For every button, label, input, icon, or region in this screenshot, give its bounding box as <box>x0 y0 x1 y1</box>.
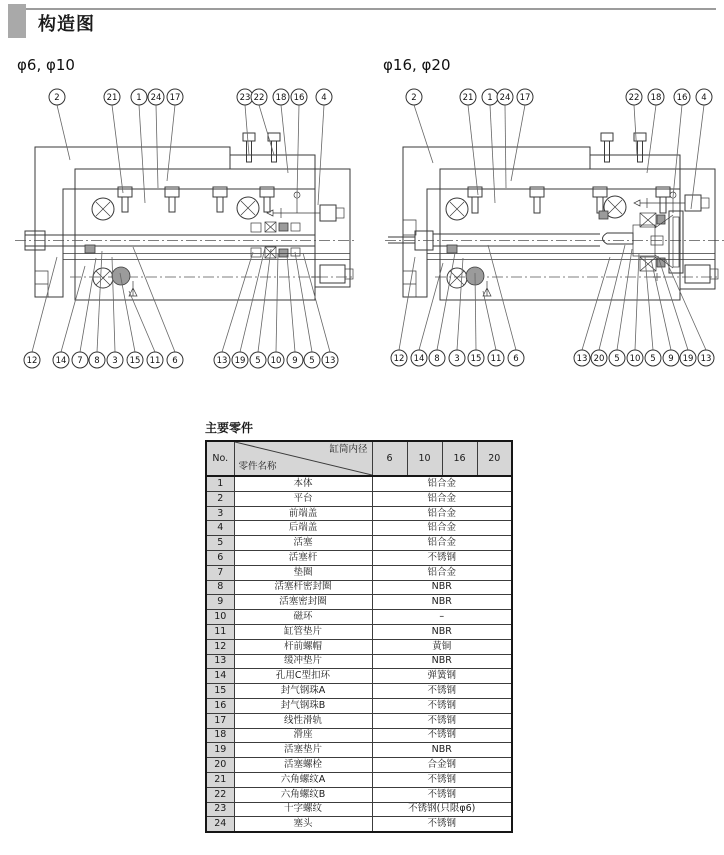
leader-line <box>259 105 274 155</box>
table-row <box>206 772 512 787</box>
part-name: 缸管垫片 <box>234 624 372 639</box>
hex-screw-icon <box>601 133 646 162</box>
callout-number: 19 <box>682 354 694 364</box>
leader-line <box>303 253 330 352</box>
header-bore-10: 10 <box>407 441 442 476</box>
part-name: 六角螺纹A <box>234 772 372 787</box>
diagram-title-phi16-phi20: φ16, φ20 <box>383 56 451 74</box>
part-no: 17 <box>206 713 234 728</box>
callout-number: 4 <box>321 93 327 103</box>
part-no: 9 <box>206 595 234 610</box>
part-name: 十字螺纹 <box>234 802 372 817</box>
callout-number: 13 <box>576 354 588 364</box>
callout-number: 9 <box>668 354 674 364</box>
header-bore-label: 缸筒内径 <box>329 444 368 455</box>
callout-number: 15 <box>470 354 482 364</box>
table-row <box>206 610 512 625</box>
part-no: 13 <box>206 654 234 669</box>
part-name: 孔用C型扣环 <box>234 669 372 684</box>
part-material: 不锈钢 <box>372 787 512 802</box>
leader-line <box>222 252 253 352</box>
part-no: 21 <box>206 772 234 787</box>
callout-number: 13 <box>324 356 336 366</box>
leader-line <box>281 105 288 173</box>
callout-number: 14 <box>55 356 67 366</box>
part-no: 16 <box>206 698 234 713</box>
part-no: 14 <box>206 669 234 684</box>
callout-number: 11 <box>490 354 502 364</box>
table-row <box>206 521 512 536</box>
part-no: 2 <box>206 491 234 506</box>
part-no: 12 <box>206 639 234 654</box>
part-material: 铝合金 <box>372 506 512 521</box>
leader-line <box>287 255 295 352</box>
part-no: 7 <box>206 565 234 580</box>
cylinder-body-art <box>15 133 355 300</box>
cushion-detail <box>447 245 491 296</box>
leader-line <box>647 105 656 173</box>
leader-line <box>651 259 671 350</box>
part-name: 前端盖 <box>234 506 372 521</box>
callout-number: 22 <box>253 93 265 103</box>
header-bore-20: 20 <box>477 441 512 476</box>
callout-number: 22 <box>628 93 640 103</box>
table-row <box>206 802 512 817</box>
table-row <box>206 624 512 639</box>
callout-number: 19 <box>234 356 246 366</box>
part-material: – <box>372 610 512 625</box>
cross-section-diagram-phi16-phi20 <box>385 85 724 380</box>
callout-number: 24 <box>499 93 511 103</box>
callout-number: 5 <box>650 354 656 364</box>
part-material: 合金钢 <box>372 758 512 773</box>
part-material: NBR <box>372 743 512 758</box>
callout-number: 6 <box>172 356 178 366</box>
part-material: 不锈钢(只限φ6) <box>372 802 512 817</box>
part-no: 10 <box>206 610 234 625</box>
table-row <box>206 476 512 491</box>
part-material: NBR <box>372 654 512 669</box>
callout-number: 6 <box>513 354 519 364</box>
hex-screw-icon <box>118 187 274 212</box>
diagram-title-phi6-phi10: φ6, φ10 <box>17 56 75 74</box>
callout-number: 1 <box>487 93 493 103</box>
part-material: 弹簧钢 <box>372 669 512 684</box>
cylinder-body-art <box>385 133 724 300</box>
part-material: 不锈钢 <box>372 772 512 787</box>
callout-number: 10 <box>270 356 282 366</box>
table-row <box>206 684 512 699</box>
callout-number: 8 <box>434 354 440 364</box>
leader-line <box>318 105 324 205</box>
part-name: 活塞螺栓 <box>234 758 372 773</box>
part-no: 24 <box>206 817 234 832</box>
leader-line <box>57 105 70 160</box>
part-name: 活塞 <box>234 536 372 551</box>
part-material: 不锈钢 <box>372 684 512 699</box>
callout-number: 21 <box>106 93 118 103</box>
table-row <box>206 743 512 758</box>
leader-line <box>505 105 506 188</box>
part-name: 后端盖 <box>234 521 372 536</box>
header-bore-16: 16 <box>442 441 477 476</box>
leader-line <box>276 253 278 352</box>
section-title: 构造图 <box>38 14 95 35</box>
part-no: 5 <box>206 536 234 551</box>
table-row <box>206 817 512 832</box>
header-no: No. <box>206 441 234 476</box>
header-part-name-label: 零件名称 <box>238 461 277 473</box>
leader-line <box>582 257 610 350</box>
part-name: 磁环 <box>234 610 372 625</box>
part-no: 23 <box>206 802 234 817</box>
callout-number: 3 <box>112 356 118 366</box>
piston-seals <box>251 222 300 258</box>
parts-table <box>205 440 513 833</box>
table-row <box>206 506 512 521</box>
callout-number: 11 <box>149 356 161 366</box>
callout-number: 5 <box>309 356 315 366</box>
leader-line <box>457 258 463 350</box>
part-material: 不锈钢 <box>372 817 512 832</box>
parts-table-body <box>206 476 512 832</box>
part-no: 18 <box>206 728 234 743</box>
cushion-detail <box>85 245 137 296</box>
part-no: 11 <box>206 624 234 639</box>
part-no: 6 <box>206 550 234 565</box>
table-row <box>206 698 512 713</box>
table-row <box>206 669 512 684</box>
part-no: 15 <box>206 684 234 699</box>
table-row <box>206 787 512 802</box>
part-no: 20 <box>206 758 234 773</box>
part-name: 封气钢珠A <box>234 684 372 699</box>
part-material: 铝合金 <box>372 521 512 536</box>
leader-line <box>490 105 495 203</box>
callout-number: 16 <box>676 93 688 103</box>
leader-line <box>414 105 433 163</box>
part-no: 3 <box>206 506 234 521</box>
part-material: 不锈钢 <box>372 728 512 743</box>
piston-assembly <box>599 211 683 273</box>
callout-number: 5 <box>255 356 261 366</box>
callout-number: 7 <box>77 356 83 366</box>
leader-line <box>468 105 478 195</box>
callout-layer <box>391 89 714 366</box>
callout-number: 4 <box>701 93 707 103</box>
part-no: 1 <box>206 476 234 491</box>
leader-line <box>673 105 682 197</box>
part-material: 铝合金 <box>372 536 512 551</box>
table-header-row <box>206 441 512 476</box>
leader-line <box>61 266 85 352</box>
part-no: 22 <box>206 787 234 802</box>
table-row <box>206 550 512 565</box>
callout-number: 15 <box>129 356 141 366</box>
part-material: NBR <box>372 624 512 639</box>
callout-number: 17 <box>519 93 531 103</box>
leader-line <box>80 258 96 352</box>
part-material: NBR <box>372 595 512 610</box>
callout-number: 18 <box>275 93 287 103</box>
part-material: 铝合金 <box>372 476 512 491</box>
callout-number: 17 <box>169 93 181 103</box>
leader-line <box>139 105 145 203</box>
cross-section-diagram-phi6-phi10 <box>15 85 360 380</box>
callout-number: 12 <box>393 354 405 364</box>
callout-number: 13 <box>216 356 228 366</box>
table-row <box>206 728 512 743</box>
part-name: 垫圈 <box>234 565 372 580</box>
callout-number: 5 <box>614 354 620 364</box>
header-diagonal-cell <box>234 441 372 476</box>
callout-number: 23 <box>239 93 251 103</box>
part-material: 不锈钢 <box>372 698 512 713</box>
part-name: 缓冲垫片 <box>234 654 372 669</box>
part-material: 黄铜 <box>372 639 512 654</box>
leader-line <box>297 105 299 197</box>
header-bore-6: 6 <box>372 441 407 476</box>
part-name: 封气钢珠B <box>234 698 372 713</box>
table-row <box>206 580 512 595</box>
callout-number: 14 <box>413 354 425 364</box>
part-name: 活塞杆密封圈 <box>234 580 372 595</box>
section-marker <box>8 4 26 38</box>
parts-table-title: 主要零件 <box>205 421 254 435</box>
part-no: 19 <box>206 743 234 758</box>
callout-number: 18 <box>650 93 662 103</box>
callout-number: 9 <box>292 356 298 366</box>
callout-number: 10 <box>629 354 641 364</box>
leader-line <box>599 245 625 350</box>
callout-number: 16 <box>293 93 305 103</box>
part-material: 不锈钢 <box>372 550 512 565</box>
part-name: 滑座 <box>234 728 372 743</box>
callout-number: 24 <box>150 93 162 103</box>
table-row <box>206 654 512 669</box>
table-row <box>206 595 512 610</box>
table-row <box>206 758 512 773</box>
callout-number: 8 <box>94 356 100 366</box>
callout-number: 2 <box>411 93 417 103</box>
table-row <box>206 639 512 654</box>
part-no: 4 <box>206 521 234 536</box>
leader-line <box>112 105 123 193</box>
leader-line <box>167 105 175 181</box>
part-name: 塞头 <box>234 817 372 832</box>
callout-number: 20 <box>593 354 605 364</box>
table-row <box>206 565 512 580</box>
part-name: 杆前螺帽 <box>234 639 372 654</box>
part-material: NBR <box>372 580 512 595</box>
table-row <box>206 536 512 551</box>
part-name: 活塞垫片 <box>234 743 372 758</box>
part-name: 线性滑轨 <box>234 713 372 728</box>
part-name: 活塞杆 <box>234 550 372 565</box>
part-material: 铝合金 <box>372 491 512 506</box>
part-material: 不锈钢 <box>372 713 512 728</box>
part-name: 本体 <box>234 476 372 491</box>
leader-line <box>511 105 525 181</box>
part-name: 活塞密封圈 <box>234 595 372 610</box>
callout-number: 13 <box>700 354 712 364</box>
callout-number: 1 <box>136 93 142 103</box>
leader-line <box>634 105 637 155</box>
callout-number: 21 <box>462 93 474 103</box>
part-name: 平台 <box>234 491 372 506</box>
part-material: 铝合金 <box>372 565 512 580</box>
part-name: 六角螺纹B <box>234 787 372 802</box>
leader-line <box>295 252 312 352</box>
callout-number: 12 <box>26 356 38 366</box>
part-no: 8 <box>206 580 234 595</box>
leader-line <box>97 251 102 352</box>
header-rule <box>8 8 716 10</box>
callout-number: 3 <box>454 354 460 364</box>
table-row <box>206 713 512 728</box>
leader-line <box>691 105 704 209</box>
table-row <box>206 491 512 506</box>
callout-number: 2 <box>54 93 60 103</box>
leader-line <box>635 253 639 350</box>
